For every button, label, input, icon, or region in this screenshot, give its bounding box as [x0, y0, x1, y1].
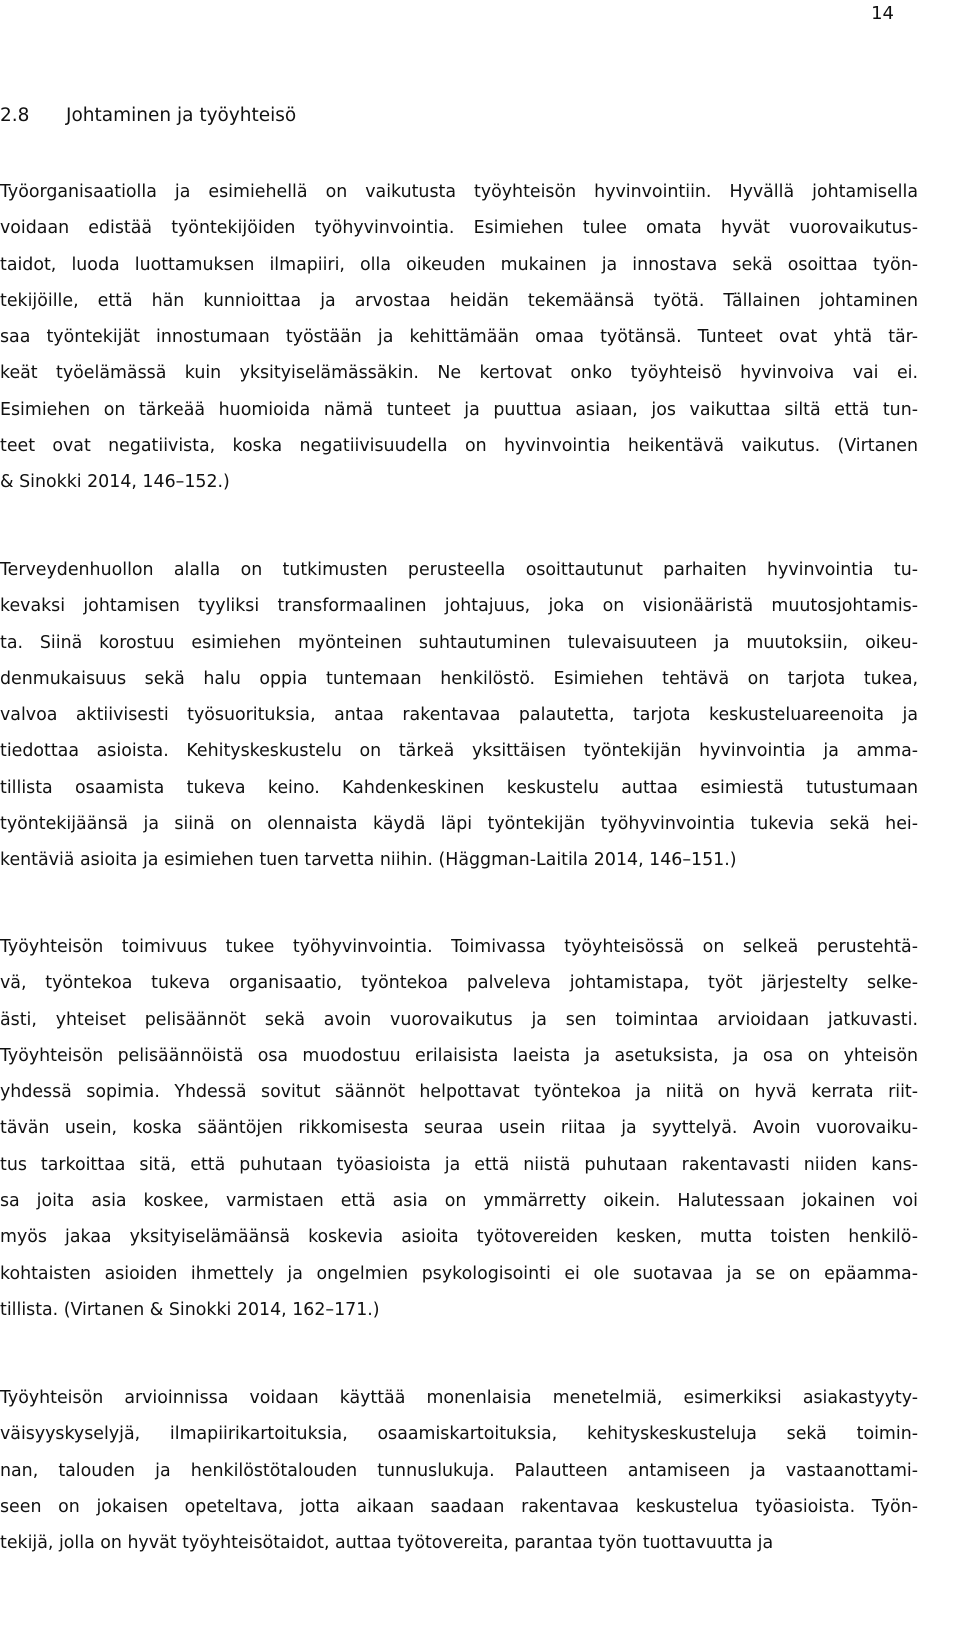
text-line: nan, talouden ja henkilöstötalouden tunnuslukuja. Palautteen antamiseen ja vastaanottami-	[0, 1460, 918, 1481]
text-line: kentäviä asioita ja esimiehen tuen tarvetta niihin. (Häggman-Laitila 2014, 146–151.)	[0, 850, 737, 871]
text-line: tävän usein, koska sääntöjen rikkomisesta seuraa usein riitaa ja syyttelyä. Avoin vuorovaiku-	[0, 1118, 918, 1139]
paragraph-3	[0, 929, 918, 1328]
section-heading	[0, 104, 296, 128]
text-line: sa joita asia koskee, varmistaen että asia on ymmärretty oikein. Halutessaan jokainen voi	[0, 1191, 918, 1212]
section-title: Johtaminen ja työyhteisö	[66, 105, 297, 126]
text-line: vä, työntekoa tukeva organisaatio, työntekoa palveleva johtamistapa, työt järjestelty selke-	[0, 973, 918, 994]
text-line: työntekijäänsä ja siinä on olennaista käydä läpi työntekijän työhyvinvointia tukevia sekä hei-	[0, 814, 918, 835]
text-line: Työyhteisön arvioinnissa voidaan käyttää monenlaisia menetelmiä, esimerkiksi asiakastyyty-	[0, 1388, 918, 1408]
text-line: voidaan edistää työntekijöiden työhyvinvointia. Esimiehen tulee omata hyvät vuorovaikutus-	[0, 218, 918, 239]
paragraph-4	[0, 1380, 918, 1561]
text-line: Työyhteisön pelisäännöistä osa muodostuu erilaisista laeista ja asetuksista, ja osa on yhteisön	[0, 1045, 918, 1066]
text-line: ästi, yhteiset pelisäännöt sekä avoin vuorovaikutus ja sen toimintaa arvioidaan jatkuvasti.	[0, 1009, 918, 1030]
text-line: Työyhteisön toimivuus tukee työhyvinvointia. Toimivassa työyhteisössä on selkeä perustehtä-	[0, 937, 918, 957]
text-line: Terveydenhuollon alalla on tutkimusten perusteella osoittautunut parhaiten hyvinvointia tu-	[0, 560, 918, 580]
text-line: keät työelämässä kuin yksityiselämässäkin. Ne kertovat onko työyhteisö hyvinvoiva vai ei.	[0, 363, 918, 384]
text-line: Esimiehen on tärkeää huomioida nämä tunteet ja puuttua asiaan, jos vaikuttaa siltä että tun-	[0, 399, 918, 420]
text-line: & Sinokki 2014, 146–152.)	[0, 472, 230, 493]
text-line: saa työntekijät innostumaan työstään ja kehittämään omaa työtänsä. Tunteet ovat yhtä tär-	[0, 327, 918, 348]
text-line: ta. Siinä korostuu esimiehen myönteinen suhtautuminen tulevaisuuteen ja muutoksiin, oikeu-	[0, 632, 918, 653]
paragraph-2	[0, 552, 918, 879]
text-line: väisyyskyselyjä, ilmapiirikartoituksia, osaamiskartoituksia, kehityskeskusteluja sekä toimin-	[0, 1424, 918, 1445]
text-line: tekijöille, että hän kunnioittaa ja arvostaa heidän tekemäänsä työtä. Tällainen johtaminen	[0, 290, 918, 311]
text-line: tillista. (Virtanen & Sinokki 2014, 162–171.)	[0, 1299, 380, 1320]
text-line: yhdessä sopimia. Yhdessä sovitut säännöt helpottavat työntekoa ja niitä on hyvä kerrata riit-	[0, 1082, 918, 1103]
paragraph-1	[0, 174, 918, 501]
text-line: teet ovat negatiivista, koska negatiivisuudella on hyvinvointia heikentävä vaikutus. (Virtanen	[0, 436, 918, 457]
text-line: seen on jokaisen opeteltava, jotta aikaan saadaan rakentavaa keskustelua työasioista. Työn-	[0, 1496, 918, 1517]
text-line: tus tarkoittaa sitä, että puhutaan työasioista ja että niistä puhutaan rakentavasti niiden kans-	[0, 1154, 918, 1175]
text-line: denmukaisuus sekä halu oppia tuntemaan henkilöstö. Esimiehen tehtävä on tarjota tukea,	[0, 668, 918, 689]
text-line: valvoa aktiivisesti työsuorituksia, antaa rakentavaa palautetta, tarjota keskusteluareenoita ja	[0, 705, 918, 726]
text-line: Työorganisaatiolla ja esimiehellä on vaikutusta työyhteisön hyvinvointiin. Hyvällä johtamisella	[0, 182, 918, 202]
text-line: tiedottaa asioista. Kehityskeskustelu on tärkeä yksittäisen työntekijän hyvinvointia ja amma-	[0, 741, 918, 762]
page-number: 14	[871, 3, 894, 24]
section-number: 2.8	[0, 105, 30, 126]
text-line: myös jakaa yksityiselämäänsä koskevia asioita työtovereiden kesken, mutta toisten henkilö-	[0, 1227, 918, 1248]
text-line: kohtaisten asioiden ihmettely ja ongelmien psykologisointi ei ole suotavaa ja se on epäamma-	[0, 1263, 918, 1284]
text-line: tillista osaamista tukeva keino. Kahdenkeskinen keskustelu auttaa esimiestä tutustumaan	[0, 777, 918, 798]
text-line: tekijä, jolla on hyvät työyhteisötaidot, auttaa työtovereita, parantaa työn tuottavuutta ja	[0, 1533, 774, 1554]
text-line: kevaksi johtamisen tyyliksi transformaalinen johtajuus, joka on visionääristä muutosjohtamis-	[0, 596, 918, 617]
text-line: taidot, luoda luottamuksen ilmapiiri, olla oikeuden mukainen ja innostava sekä osoittaa työn-	[0, 254, 918, 275]
